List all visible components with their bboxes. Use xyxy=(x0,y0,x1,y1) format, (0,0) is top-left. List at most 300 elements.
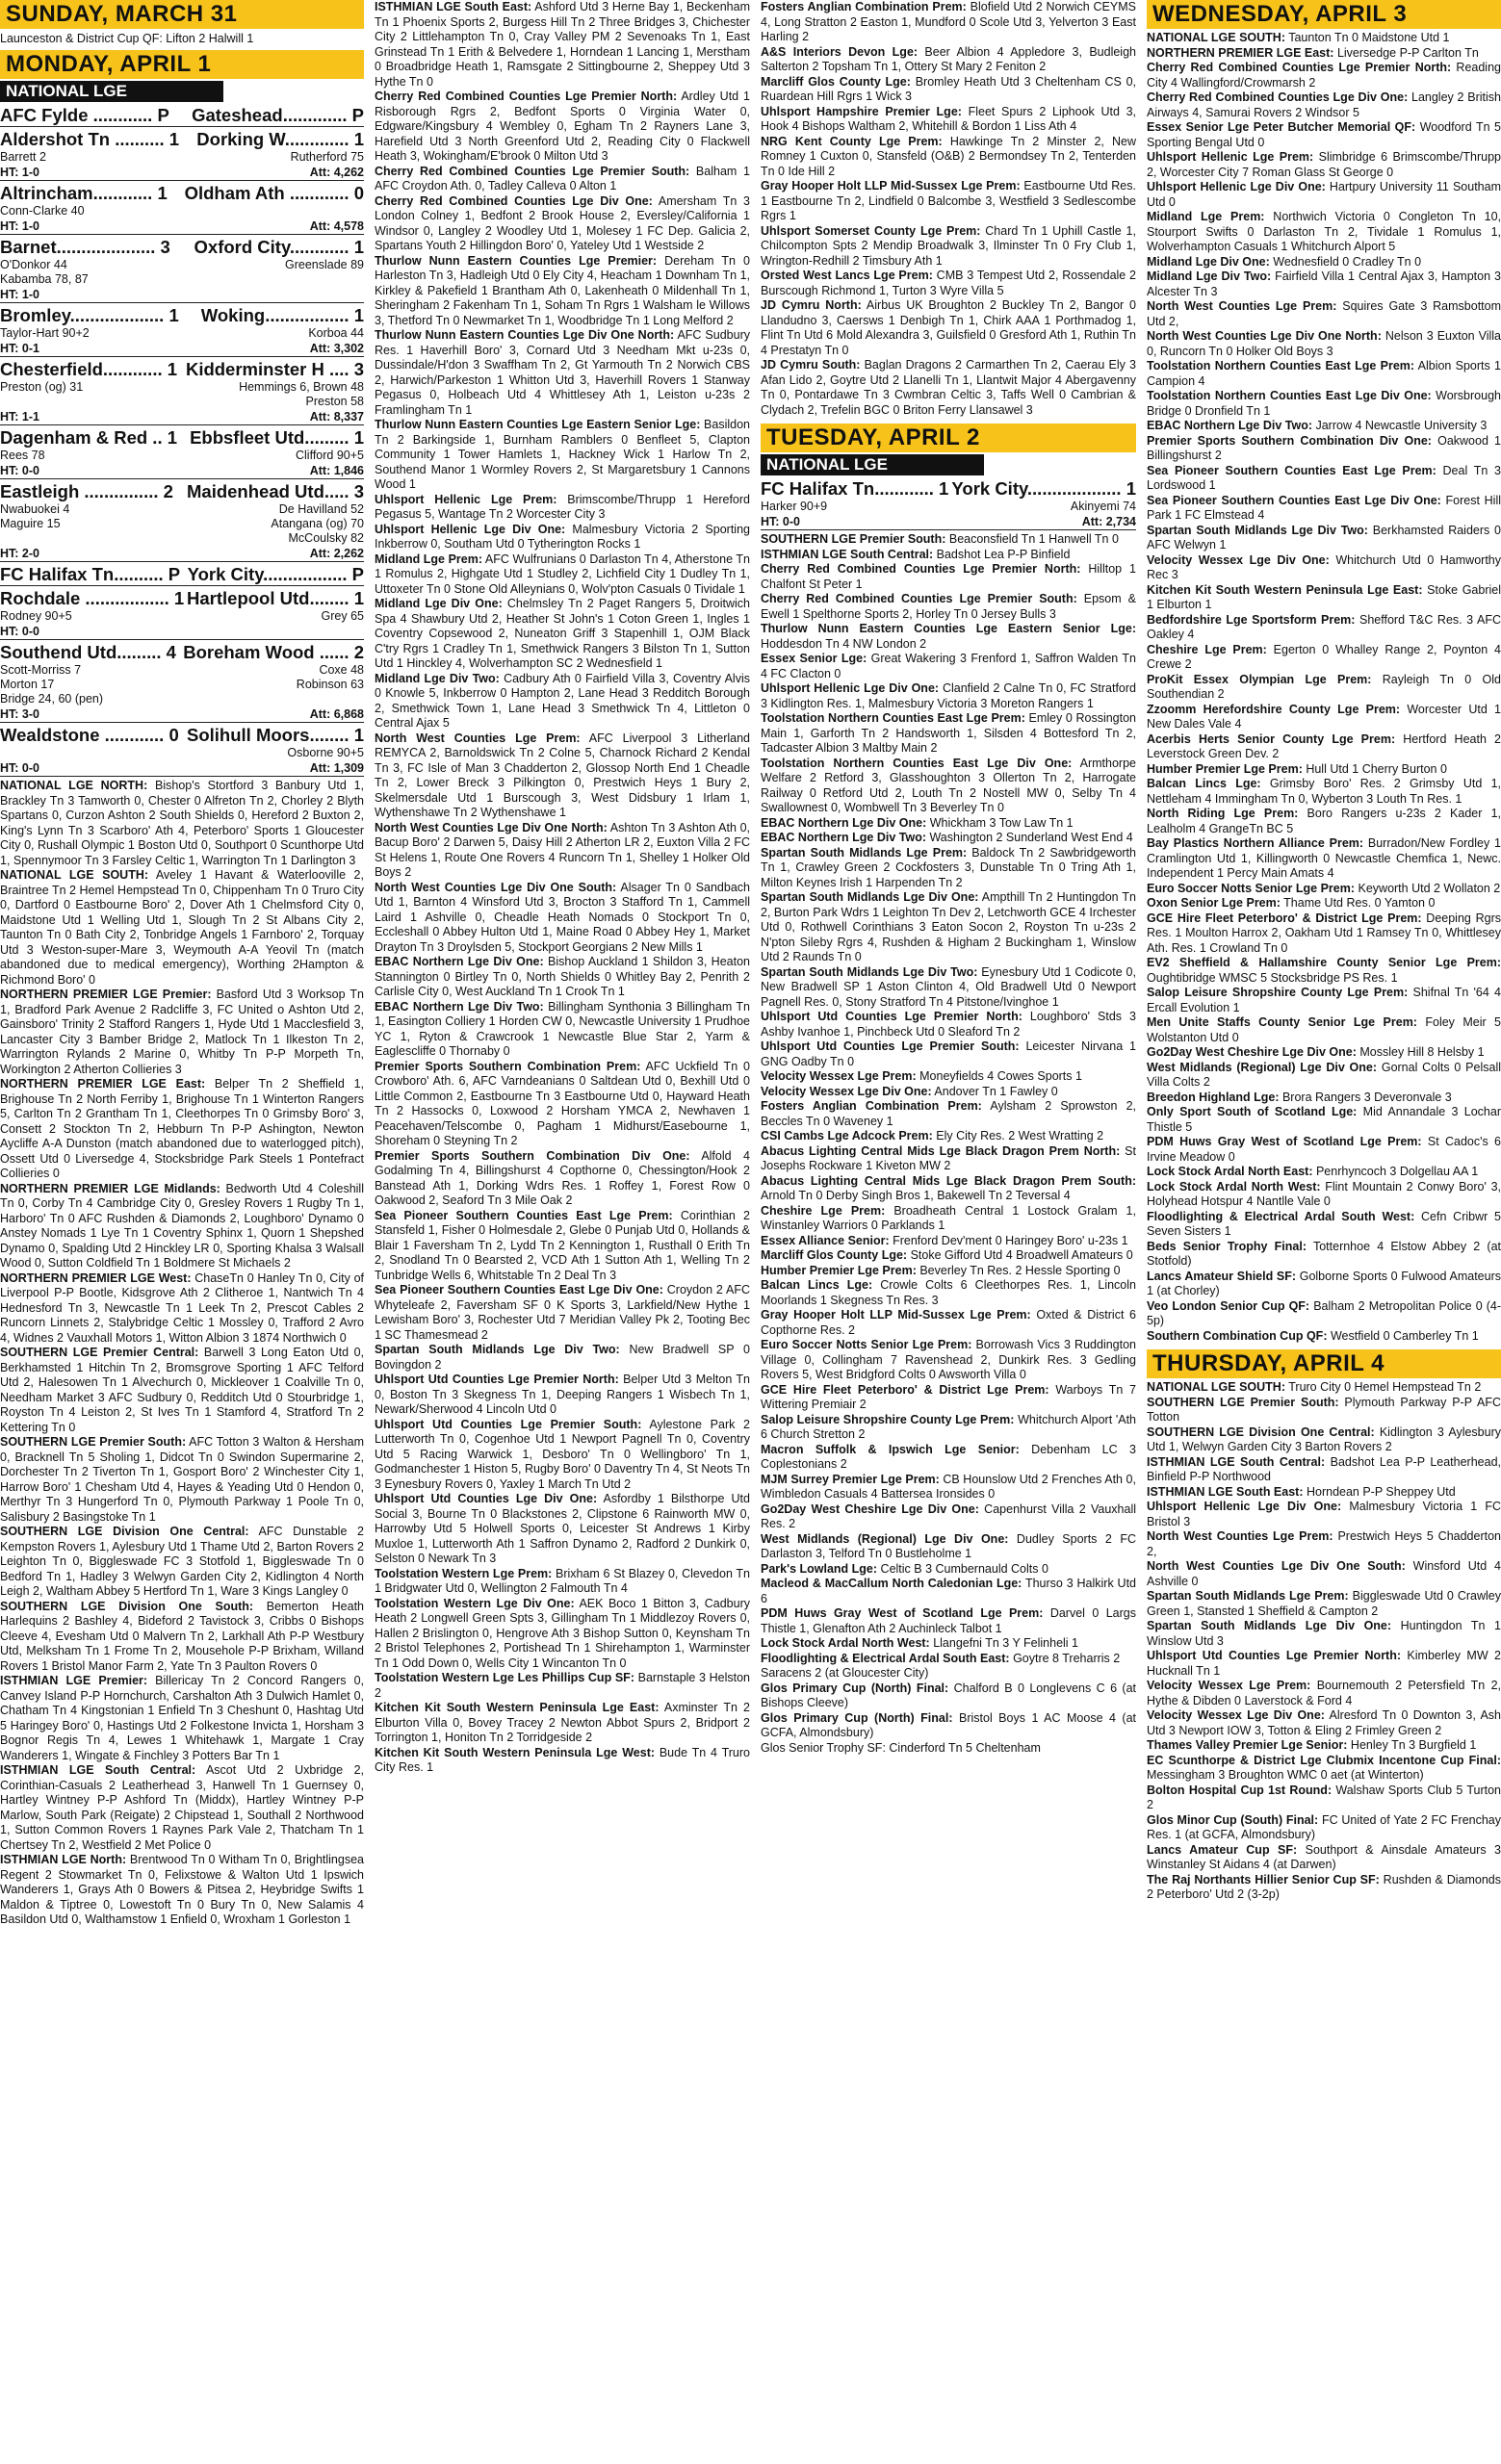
league-heading: Euro Soccer Notts Senior Lge Prem: xyxy=(761,1338,972,1351)
league-heading: Toolstation Northern Counties East Lge Div One: xyxy=(761,756,1073,770)
league-heading: NORTHERN PREMIER LGE Midlands: xyxy=(0,1181,220,1195)
league-heading: Uhlsport Utd Counties Lge Premier South: xyxy=(761,1040,1020,1053)
away-team: Boreham Wood ...... 2 xyxy=(183,642,364,662)
result-paragraph: SOUTHERN LGE Division One South: Bemerton Heath Harlequins 2 Bashley 4, Bideford 2 Tavistock 3, Cribbs 0 Bishops Cleeve 4, Evesham Utd 0 Malvern Tn 2, Larkhall Ath P-P Westbury Utd, Melksham Tn 1 Frome Tn 2, Mousehole P-P Brixham, Willand Rovers 1 Bristol Manor Farm 2, Yate Tn 3 Paulton Rovers 0 xyxy=(0,1599,364,1673)
league-heading: SOUTHERN LGE Premier South: xyxy=(0,1435,187,1449)
league-heading: SOUTHERN LGE Division One South: xyxy=(0,1599,254,1613)
league-heading: SOUTHERN LGE Division One Central: xyxy=(0,1525,249,1538)
result-paragraph: EC Scunthorpe & District Lge Clubmix Incentone Cup Final: Messingham 3 Broughton WMC 0 aet (at Winterton) xyxy=(1147,1753,1501,1782)
results-block xyxy=(0,779,364,1928)
league-heading: North Riding Lge Prem: xyxy=(1147,807,1299,820)
attendance: Att: 2,734 xyxy=(1081,515,1136,528)
result-paragraph: Cherry Red Combined Counties Lge Premier North: Ardley Utd 1 Risborough Rgrs 2, Bedfont Sports 0 Virginia Water 0, Edgware/Kingsbury 4 Wembley 0, Egham Tn 2 Rayners Lane 3, Harefield Utd 3 North Greenford Utd 2, Reading City 0 Flackwell Heath 3, Wokingham/E'brook 0 Milton Utd 3 xyxy=(375,90,750,163)
match-card xyxy=(0,427,364,479)
away-team: Oxford City............ 1 xyxy=(194,237,364,257)
result-paragraph: Orsted West Lancs Lge Prem: CMB 3 Tempest Utd 2, Rossendale 2 Burscough Richmond 1, Turton 3 Wyre Villa 5 xyxy=(761,269,1136,297)
home-team: Barnet.................... 3 xyxy=(0,237,170,257)
result-paragraph: Macleod & MacCallum North Caledonian Lge: Thurso 3 Halkirk Utd 6 xyxy=(761,1577,1136,1605)
result-paragraph: ISTHMIAN LGE South East: Ashford Utd 3 Herne Bay 1, Beckenham Tn 1 Phoenix Sports 2, Burgess Hill Tn 2 Three Bridges 3, Chichester City 2 Littlehampton Tn 0, Cray Valley PM 2 Sevenoaks Tn 1, East Grinstead Tn 1 Erith & Belvedere 1, Horndean 1 Lancing 1, Merstham 0 Broadbridge Heath 1, Ramsgate 2 Sittingbourne 2, Sheppey Utd 3 Hythe Tn 0 xyxy=(375,0,750,89)
result-paragraph: NATIONAL LGE SOUTH: Aveley 1 Havant & Waterlooville 2, Braintree Tn 2 Hemel Hempstead Tn 0, Chippenham Tn 0 Truro City 0, Dartford 0 Eastbourne Boro' 2, Dover Ath 1 Chelmsford City 0, Maidstone Utd 1 Welling Utd 1, Slough Tn 2 St Albans City 2, Taunton Tn 0 Bath City 2, Tonbridge Angels 1 Farnboro' 2, Torquay Utd 3 Weston-super-Mare 3, Weymouth A-A Yeovil Tn (match abandoned due to medical emergency), Worthing 2Hampton & Richmond Boro' 0 xyxy=(0,868,364,987)
result-paragraph: Lock Stock Ardal North West: Llangefni Tn 3 Y Felinheli 1 xyxy=(761,1636,1079,1650)
league-heading: Sea Pioneer Southern Counties East Lge Div One: xyxy=(375,1283,663,1296)
league-heading: Lock Stock Ardal North East: xyxy=(1147,1165,1313,1178)
result-paragraph: Gray Hooper Holt LLP Mid-Sussex Lge Prem: Eastbourne Utd Res. 1 Eastbourne Tn 2, Lindfield 0 Balcombe 3, Westfield 3 Sedlescombe Rgrs 1 xyxy=(761,179,1136,222)
result-paragraph: Uhlsport Hellenic Lge Div One: Malmesbury Victoria 2 Sporting Inkberrow 0, Southam Utd 0 Tytherington Rocks 1 xyxy=(375,522,750,551)
result-paragraph: Spartan South Midlands Lge Div Two: New Bradwell SP 0 Bovingdon 2 xyxy=(375,1343,750,1372)
half-time-score: HT: 0-0 xyxy=(0,625,39,638)
league-heading: Velocity Wessex Lge Div One: xyxy=(761,1084,932,1098)
result-paragraph: ISTHMIAN LGE South East: Horndean P-P Sheppey Utd xyxy=(1147,1484,1456,1499)
league-heading: Men Unite Staffs County Senior Lge Prem: xyxy=(1147,1015,1417,1029)
league-heading: North West Counties Lge Div One South: xyxy=(375,880,617,894)
result-paragraph: Cherry Red Combined Counties Lge Premier South: Balham 1 AFC Croydon Ath. 0, Tadley Calleva 0 Alton 1 xyxy=(375,164,750,192)
league-heading: ISTHMIAN LGE North: xyxy=(0,1853,127,1866)
result-paragraph: Marcliff Glos County Lge: Bromley Heath Utd 3 Cheltenham CS 0, Ruardean Hill Rgrs 1 Wick 3 xyxy=(761,74,1136,103)
league-heading: Abacus Lighting Central Mids Lge Black Dragon Prem South: xyxy=(761,1173,1136,1188)
league-heading: Thurlow Nunn Eastern Counties Lge Div One North: xyxy=(375,328,675,342)
league-heading: EBAC Northern Lge Div Two: xyxy=(761,831,926,844)
league-heading: Fosters Anglian Combination Prem: xyxy=(761,0,967,13)
result-paragraph: Lock Stock Ardal North West: Flint Mountain 2 Conwy Boro' 3, Holyhead Hotspur 4 Nantlle Vale 0 xyxy=(1147,1179,1501,1208)
result-paragraph: NATIONAL LGE SOUTH: Truro City 0 Hemel Hempstead Tn 2 xyxy=(1147,1380,1482,1394)
half-time-score: HT: 0-0 xyxy=(761,515,800,528)
result-paragraph: EBAC Northern Lge Div Two: Billingham Synthonia 3 Billingham Tn 1, Easington Colliery 1 Horden CW 0, Newcastle University 1 Prudhoe YC 1, Ryton & Crawcrook 1 Newcastle Blue Star 2, Yarm & Eaglescliffe 0 Thornaby 0 xyxy=(375,999,750,1058)
league-heading: Cherry Red Combined Counties Lge Div One: xyxy=(375,193,653,208)
league-heading: Lock Stock Ardal North West: xyxy=(1147,1179,1321,1194)
result-paragraph: Fosters Anglian Combination Prem: Aylsham 2 Sprowston 2, Beccles Tn 0 Waveney 1 xyxy=(761,1099,1136,1128)
league-heading: SOUTHERN LGE Division One Central: xyxy=(1147,1424,1375,1439)
league-heading: Uhlsport Hellenic Lge Div One: xyxy=(1147,1500,1342,1513)
league-heading: Cherry Red Combined Counties Lge Premier North: xyxy=(761,562,1081,576)
result-paragraph: NORTHERN PREMIER LGE West: ChaseTn 0 Hanley Tn 0, City of Liverpool P-P Bootle, Kidsgrove Ath 2 Clitheroe 1, Nantwich Tn 4 Hednesford Tn 3, Newcastle Tn 1 Leek Tn 2, Prescot Cables 2 Runcorn Linnets 2, Stalybridge Celtic 1 Mossley 0, Trafford 2 Avro 4, Widnes 2 Vauxhall Motors 1, Witton Albion 3 1874 Northwich 0 xyxy=(0,1270,364,1345)
result-paragraph: Bedfordshire Lge Sportsform Prem: Shefford T&C Res. 3 AFC Oakley 4 xyxy=(1147,612,1501,641)
attendance: Att: 4,578 xyxy=(309,219,364,233)
result-paragraph: SOUTHERN LGE Premier South: Plymouth Parkway P-P AFC Totton xyxy=(1147,1395,1501,1424)
league-heading: Essex Alliance Senior: xyxy=(761,1233,890,1247)
away-team: Solihull Moors........ 1 xyxy=(187,725,364,745)
result-paragraph: Toolstation Western Lge Prem: Brixham 6 St Blazey 0, Clevedon Tn 1 Bridgwater Utd 0, Wellington 2 Falmouth Tn 4 xyxy=(375,1566,750,1595)
result-paragraph: Euro Soccer Notts Senior Lge Prem: Borrowash Vics 3 Ruddington Village 0, Collingham 7 Ravenshead 2, Dunkirk Res. 3 Gedling Rovers 5, West Bridgford Colts 0 Awsworth Villa 0 xyxy=(761,1338,1136,1381)
result-paragraph: Bay Plastics Northern Alliance Prem: Burradon/New Fordley 1 Cramlington Utd 1, Killingworth 0 Newcastle Chemfica 1, Newc. Independent 1 Percy Main Amats 4 xyxy=(1147,836,1501,880)
result-paragraph: ISTHMIAN LGE North: Brentwood Tn 0 Witham Tn 0, Brightlingsea Regent 2 Stowmarket Tn 0, Felixstowe & Walton Utd 1 Ipswich Wanderers 1, Grays Ath 0 Bowers & Pitsea 2, Heybridge Swifts 1 Maldon & Tiptree 0, Lowestoft Tn 0 Bury Tn 0, New Salamis 4 Basildon Utd 0, Walthamstow 1 Enfield 0, Wroxham 1 Gorleston 1 xyxy=(0,1853,364,1926)
result-paragraph: Thames Valley Premier Lge Senior: Henley Tn 3 Burgfield 1 xyxy=(1147,1738,1477,1752)
result-paragraph: North West Counties Lge Div One North: Nelson 3 Euxton Villa 0, Runcorn Tn 0 Holker Old Boys 3 xyxy=(1147,329,1501,358)
league-heading: Toolstation Western Lge Les Phillips Cup SF: xyxy=(375,1671,634,1684)
result-paragraph: Lancs Amateur Cup SF: Southport & Ainsdale Amateurs 3 Winstanley St Aidans 4 (at Darwen) xyxy=(1147,1842,1501,1871)
league-heading: PDM Huws Gray West of Scotland Lge Prem: xyxy=(761,1606,1044,1620)
league-heading: NATIONAL LGE SOUTH: xyxy=(1147,1380,1285,1394)
league-heading: Essex Senior Lge: xyxy=(761,652,867,665)
league-heading: Cheshire Lge Prem: xyxy=(761,1203,886,1218)
league-heading: NRG Kent County Lge Prem: xyxy=(761,134,943,148)
league-heading: Sea Pioneer Southern Counties East Lge Prem: xyxy=(1147,463,1436,477)
result-paragraph: Midland Lge Div One: Wednesfield 0 Cradley Tn 0 xyxy=(1147,254,1422,269)
league-heading: EBAC Northern Lge Div One: xyxy=(375,955,544,968)
match-card xyxy=(0,237,364,303)
league-heading: Uhlsport Hellenic Lge Prem: xyxy=(375,492,557,506)
league-heading: NATIONAL LGE SOUTH: xyxy=(0,868,149,882)
result-paragraph: NORTHERN PREMIER LGE East: Belper Tn 2 Sheffield 1, Brighouse Tn 2 North Ferriby 1, Brighouse Tn 1 Winterton Rangers 5, Carlton Tn 2 Grantham Tn 1, Cleethorpes Tn 0 Grimsby Boro' 3, Consett 2 Stockton Tn 2, Hebburn Tn P-P Ashington, Newton Aycliffe A-A Dunston (match abandoned due to waterlogged pitch), Ossett Utd 0 Liversedge 4, Stocksbridge Park Steels 1 Pontefract Collieries 0 xyxy=(0,1077,364,1180)
league-heading: JD Cymru North: xyxy=(761,298,862,312)
result-paragraph: NATIONAL LGE SOUTH: Taunton Tn 0 Maidstone Utd 1 xyxy=(1147,31,1450,44)
result-paragraph: Thurlow Nunn Eastern Counties Lge Premier: Dereham Tn 0 Harleston Tn 3, Hadleigh Utd 0 Ely City 4, Heacham 1 Downham Tn 1, Kirkley & Pakefield 1 Brantham Ath 0, Lakenheath 0 Mildenhall Tn 1, Sheringham 2 Fakenham Tn 1, Soham Tn Rgrs 1 Walsham le Willows 3, Thetford Tn 0 Newmarket Tn 1, Woodbridge Tn 1 Long Melford 2 xyxy=(375,253,750,327)
attendance: Att: 2,262 xyxy=(309,547,364,560)
result-paragraph: Cherry Red Combined Counties Lge Div One: Langley 2 British Airways 4, Samurai Rovers 2 Windsor 5 xyxy=(1147,90,1501,119)
result-paragraph: PDM Huws Gray West of Scotland Lge Prem: St Cadoc's 6 Irvine Meadow 0 xyxy=(1147,1135,1501,1164)
result-paragraph: Midland Lge Div Two: Fairfield Villa 1 Central Ajax 3, Hampton 3 Alcester Tn 3 xyxy=(1147,270,1501,298)
home-scorers: Scott-Morriss 7 Morton 17 Bridge 24, 60 (pen) xyxy=(0,663,104,706)
result-paragraph: SOUTHERN LGE Premier South: Beaconsfield Tn 1 Hanwell Tn 0 xyxy=(761,532,1119,546)
league-heading: EV2 Sheffield & Hallamshire County Senior Lge Prem: xyxy=(1147,956,1501,969)
league-heading: Cheshire Lge Prem: xyxy=(1147,642,1267,656)
league-heading: Cherry Red Combined Counties Lge Premier North: xyxy=(375,90,678,103)
result-paragraph: Spartan South Midlands Lge Prem: Baldock Tn 2 Sawbridgeworth Tn 1, Crawley Green 2 Cockfosters 3, Dunstable Tn 0 Tring Ath 1, Milton Keynes Irish 1 Harpenden Tn 2 xyxy=(761,845,1136,889)
league-heading: Thames Valley Premier Lge Senior: xyxy=(1147,1738,1348,1752)
result-paragraph: Veo London Senior Cup QF: Balham 2 Metropolitan Police 0 (4-5p) xyxy=(1147,1298,1501,1327)
attendance: Att: 1,846 xyxy=(309,464,364,477)
league-heading: Zzoomm Herefordshire County Lge Prem: xyxy=(1147,702,1401,716)
league-heading: The Raj Northants Hillier Senior Cup SF: xyxy=(1147,1872,1380,1886)
league-heading: NORTHERN PREMIER LGE East: xyxy=(0,1077,206,1091)
result-paragraph: PDM Huws Gray West of Scotland Lge Prem: Darvel 0 Largs Thistle 1, Glenafton Ath 2 Auchinleck Talbot 1 xyxy=(761,1606,1136,1635)
result-paragraph: Spartan South Midlands Lge Div Two: Berkhamsted Raiders 0 AFC Welwyn 1 xyxy=(1147,523,1501,552)
day-header-monday: MONDAY, APRIL 1 xyxy=(0,50,364,79)
league-heading: Uhlsport Utd Counties Lge Premier North: xyxy=(761,1010,1022,1023)
league-heading: Balcan Lincs Lge: xyxy=(761,1278,873,1292)
away-team: York City................... 1 xyxy=(951,478,1136,499)
attendance: Att: 3,302 xyxy=(309,342,364,355)
day-header-wednesday: WEDNESDAY, APRIL 3 xyxy=(1147,0,1501,29)
away-team: Hartlepool Utd........ 1 xyxy=(187,588,364,608)
home-team: Bromley................... 1 xyxy=(0,305,179,325)
league-heading: Spartan South Midlands Lge Div One: xyxy=(1147,1619,1392,1632)
match-card xyxy=(761,478,1136,530)
league-heading: North West Counties Lge Div One South: xyxy=(1147,1559,1406,1573)
league-heading: ISTHMIAN LGE South Central: xyxy=(0,1763,196,1777)
result-paragraph: North West Counties Lge Prem: Squires Gate 3 Ramsbottom Utd 2, xyxy=(1147,299,1501,328)
result-paragraph: EBAC Northern Lge Div Two: Washington 2 Sunderland West End 4 xyxy=(761,831,1133,844)
league-heading: Thurlow Nunn Eastern Counties Lge Premier: xyxy=(375,253,658,268)
result-paragraph: Velocity Wessex Lge Div One: Andover Tn 1 Fawley 0 xyxy=(761,1084,1058,1098)
home-team: Wealdstone ............ 0 xyxy=(0,725,179,745)
result-paragraph: Cherry Red Combined Counties Lge Premier South: Epsom & Ewell 1 Spelthorne Sports 2, Horley Tn 0 Jersey Bulls 3 xyxy=(761,592,1136,621)
result-paragraph: Men Unite Staffs County Senior Lge Prem: Foley Meir 5 Wolstanton Utd 0 xyxy=(1147,1015,1501,1044)
match-card xyxy=(0,588,364,640)
league-heading: Bay Plastics Northern Alliance Prem: xyxy=(1147,836,1364,850)
home-team: Rochdale ................. 1 xyxy=(0,588,185,608)
result-paragraph: Uhlsport Utd Counties Lge Premier North: Kimberley MW 2 Hucknall Tn 1 xyxy=(1147,1649,1501,1678)
league-heading: Uhlsport Utd Counties Lge Premier North: xyxy=(1147,1649,1402,1662)
league-heading: SOUTHERN LGE Premier South: xyxy=(761,532,946,546)
half-time-score: HT: 1-0 xyxy=(0,288,39,301)
away-scorers: Coxe 48 Robinson 63 xyxy=(296,663,364,691)
attendance: Att: 1,309 xyxy=(309,761,364,775)
result-paragraph: Uhlsport Utd Counties Lge Premier South: Aylestone Park 2 Lutterworth Tn 0, Cogenhoe Utd 1 Newport Pagnell Tn 0, Coventry Utd 5 Racing Warwick 1, Desboro' Tn 0 Wellingboro' Tn 1, Godmanchester 1 Histon 5, Rugby Boro' 0 Daventry Tn 4, St Neots Tn 3 Eynesbury Rovers 0, Yaxley 1 March Tn Utd 2 xyxy=(375,1417,750,1491)
league-heading: Kitchen Kit South Western Peninsula Lge East: xyxy=(375,1701,660,1714)
attendance: Att: 8,337 xyxy=(309,410,364,424)
league-heading: Uhlsport Utd Counties Lge Div One: xyxy=(375,1492,598,1505)
result-paragraph: SOUTHERN LGE Premier Central: Barwell 3 Long Eaton Utd 0, Berkhamsted 1 Hitchin Tn 2, Bromsgrove Sporting 1 AFC Telford Utd 2, Halesowen Tn 1 Alvechurch 0, Mickleover 1 Coalville Tn 0, Needham Market 3 AFC Sudbury 0, Redditch Utd 0 Stourbridge 1, Royston Tn 4 Leiston 2, St Ives Tn 1 Stamford 4, Stratford Tn 2 Kettering Tn 0 xyxy=(0,1346,364,1434)
league-heading: ISTHMIAN LGE South Central: xyxy=(1147,1454,1326,1469)
match-card xyxy=(0,305,364,357)
home-team: FC Halifax Tn............ 1 xyxy=(761,478,949,499)
result-paragraph: Beds Senior Trophy Final: Totternhoe 4 Elstow Abbey 2 (at Stotfold) xyxy=(1147,1239,1501,1268)
league-heading: Humber Premier Lge Prem: xyxy=(1147,761,1303,776)
day-header-sunday: SUNDAY, MARCH 31 xyxy=(0,0,364,29)
away-team: Ebbsfleet Utd......... 1 xyxy=(190,427,364,448)
league-heading: Midland Lge Prem: xyxy=(375,552,483,566)
half-time-score: HT: 1-0 xyxy=(0,219,39,233)
match-card xyxy=(0,129,364,181)
match-list xyxy=(0,105,364,777)
league-heading: Velocity Wessex Lge Div One: xyxy=(1147,1708,1325,1722)
result-paragraph: Midland Lge Div Two: Cadbury Ath 0 Fairfield Villa 3, Coventry Alvis 0 Knowle 5, Inkberrow 0 Hampton 2, Lane Head 3 Redditch Borough 2, Smethwick Town 1, Lane Head 3 Smethwick Tn 4, Littleton 0 Central Ajax 5 xyxy=(375,671,750,730)
league-heading: Spartan South Midlands Lge Prem: xyxy=(1147,1589,1349,1603)
home-team: FC Halifax Tn.......... P xyxy=(0,564,181,584)
match-card xyxy=(0,359,364,425)
results-block xyxy=(1147,1380,1501,1903)
league-heading: Bedfordshire Lge Sportsform Prem: xyxy=(1147,612,1356,627)
result-paragraph: Sea Pioneer Southern Counties East Lge Prem: Deal Tn 3 Lordswood 1 xyxy=(1147,463,1501,492)
league-heading: Lancs Amateur Shield SF: xyxy=(1147,1269,1297,1283)
league-heading: Salop Leisure Shropshire County Lge Prem: xyxy=(761,1412,1015,1426)
result-paragraph: Uhlsport Hellenic Lge Div One: Clanfield 2 Calne Tn 0, FC Stratford 3 Kidlington Res. 1, Malmesbury Victoria 3 Moreton Rangers 1 xyxy=(761,681,1136,710)
league-heading: North West Counties Lge Prem: xyxy=(1147,1529,1333,1543)
home-scorers: Barrett 2 xyxy=(0,150,46,164)
result-paragraph: EBAC Northern Lge Div Two: Jarrow 4 Newcastle University 3 xyxy=(1147,419,1488,432)
match-card xyxy=(0,183,364,235)
league-heading: Cherry Red Combined Counties Lge Div One: xyxy=(1147,90,1409,104)
result-paragraph: GCE Hire Fleet Peterboro' & District Lge Prem: Deeping Rgrs Res. 1 Moulton Harrox 2, Oakham Utd 1 Ramsey Tn 0, Whittlesey Ath. Res. 1 Crowland Tn 0 xyxy=(1147,911,1501,955)
league-heading: Kitchen Kit South Western Peninsula Lge West: xyxy=(375,1745,656,1759)
league-heading: Midland Lge Div Two: xyxy=(375,671,500,685)
away-scorers: Korboa 44 xyxy=(308,326,364,340)
away-team: Maidenhead Utd..... 3 xyxy=(187,481,364,501)
league-heading: Orsted West Lancs Lge Prem: xyxy=(761,269,933,282)
away-team: Kidderminster H .... 3 xyxy=(185,359,364,379)
day-header-thursday: THURSDAY, APRIL 4 xyxy=(1147,1349,1501,1378)
result-paragraph: Cherry Red Combined Counties Lge Div One: Amersham Tn 3 London Colney 1, Bedfont 2 Brook House 2, Eversley/California 1 Windsor 0, Langley 2 Woodley Utd 1, Molesey 1 FC Dep. Galicia 2, Spartans Youth 2 Hillingdon Boro' 0, Yateley Utd 1 Westside 2 xyxy=(375,193,750,252)
league-heading: Spartan South Midlands Lge Div Two: xyxy=(761,964,978,979)
result-paragraph: Velocity Wessex Lge Div One: Whitchurch Utd 0 Hamworthy Rec 3 xyxy=(1147,552,1501,581)
league-heading: Glos Minor Cup (South) Final: xyxy=(1147,1812,1319,1827)
result-paragraph: Balcan Lincs Lge: Grimsby Boro' Res. 2 Grimsby Utd 1, Nettleham 4 Immingham Tn 0, Wyberton 3 Louth Tn Res. 1 xyxy=(1147,777,1501,806)
league-heading: Uhlsport Somerset County Lge Prem: xyxy=(761,223,981,238)
league-heading: A&S Interiors Devon Lge: xyxy=(761,44,919,59)
result-paragraph: JD Cymru North: Airbus UK Broughton 2 Buckley Tn 2, Bangor 0 Llandudno 3, Caersws 1 Denbigh Tn 1, Chirk AAA 1 Porthmadog 1, Flint Tn Utd 6 Mold Alexandra 3, Guilsfield 0 Gresford Ath 1, Ruthin Tn 4 Prestatyn Tn 0 xyxy=(761,298,1136,357)
league-heading: West Midlands (Regional) Lge Div One: xyxy=(1147,1060,1378,1074)
league-heading: Beds Senior Trophy Final: xyxy=(1147,1239,1307,1253)
away-scorers: De Havilland 52 Atangana (og) 70 McCoulsky 82 xyxy=(271,502,364,545)
league-heading: Fosters Anglian Combination Prem: xyxy=(761,1099,982,1113)
result-paragraph: Park's Lowland Lge: Celtic B 3 Cumbernauld Colts 0 xyxy=(761,1561,1048,1576)
half-time-score: HT: 2-0 xyxy=(0,547,39,560)
league-heading: GCE Hire Fleet Peterboro' & District Lge Prem: xyxy=(1147,911,1422,925)
league-heading: NATIONAL LGE NORTH: xyxy=(0,779,148,792)
result-paragraph: Abacus Lighting Central Mids Lge Black Dragon Prem North: St Josephs Rockware 1 Kiveton MW 2 xyxy=(761,1143,1136,1172)
away-team: Gateshead............. P xyxy=(192,105,364,125)
league-heading: Spartan South Midlands Lge Div Two: xyxy=(1147,523,1368,537)
result-paragraph: Glos Minor Cup (South) Final: FC United of Yate 2 FC Frenchay Res. 1 (at GCFA, Almondsbury) xyxy=(1147,1812,1501,1841)
result-paragraph: ISTHMIAN LGE Premier: Billericay Tn 2 Concord Rangers 0, Canvey Island P-P Hornchurch, Carshalton Ath 3 Dulwich Hamlet 0, Chatham Tn 4 Kingstonian 1 Enfield Tn 3 Cheshunt 0, Hashtag Utd 5 Haringey Boro' 0, Hastings Utd 2 Folkestone Invicta 1, Horsham 3 Bognor Regis Tn 4, Lewes 1 Whitehawk 1, Margate 1 Cray Wanderers 1, Wingate & Finchley 3 Potters Bar Tn 1 xyxy=(0,1674,364,1762)
league-heading: NORTHERN PREMIER LGE Premier: xyxy=(0,988,212,1001)
result-paragraph: Essex Senior Lge Peter Butcher Memorial QF: Woodford Tn 5 Sporting Bengal Utd 0 xyxy=(1147,120,1501,149)
result-paragraph: MJM Surrey Premier Lge Prem: CB Hounslow Utd 2 Frenches Ath 0, Wimbledon Casuals 4 Battersea Ironsides 0 xyxy=(761,1472,1136,1501)
league-heading: Gray Hooper Holt LLP Mid-Sussex Lge Prem: xyxy=(761,1308,1031,1322)
league-heading: NATIONAL LGE SOUTH: xyxy=(1147,31,1285,44)
result-paragraph: Euro Soccer Notts Senior Lge Prem: Keyworth Utd 2 Wollaton 2 xyxy=(1147,881,1501,895)
result-paragraph: Midland Lge Prem: AFC Wulfrunians 0 Darlaston Tn 4, Atherstone Tn 1 Romulus 2, Highgate Utd 1 Studley 2, Lichfield City 1 Dudley Tn 1, Uttoxeter Tn 0 Stone Old Alleynians 0, Wolv'pton Casuals 0 Tividale 1 xyxy=(375,552,750,596)
result-paragraph: Gray Hooper Holt LLP Mid-Sussex Lge Prem: Oxted & District 6 Copthorne Res. 2 xyxy=(761,1308,1136,1337)
league-heading: PDM Huws Gray West of Scotland Lge Prem: xyxy=(1147,1135,1422,1148)
league-heading: North West Counties Lge Div One North: xyxy=(375,820,608,834)
league-heading: CSI Cambs Lge Adcock Prem: xyxy=(761,1129,933,1142)
result-paragraph: Spartan South Midlands Lge Div One: Ampthill Tn 2 Huntingdon Tn 2, Burton Park Wdrs 1 Leighton Tn Dev 2, Letchworth GCE 4 Irchester Utd 0, Rothwell Corinthians 3 Eaton Socon 2, Royston Tn u-23s 2 N'pton Sileby Rgrs 4, Rushden & Higham 2 Buckingham 1, Winslow Utd 2 Raunds Tn 0 xyxy=(761,890,1136,963)
half-time-score: HT: 0-1 xyxy=(0,342,39,355)
result-paragraph: Kitchen Kit South Western Peninsula Lge West: Bude Tn 4 Truro City Res. 1 xyxy=(375,1745,750,1774)
league-heading: ISTHMIAN LGE South East: xyxy=(375,0,532,13)
result-paragraph: The Raj Northants Hillier Senior Cup SF: Rushden & Diamonds 2 Peterboro' Utd 2 (3-2p) xyxy=(1147,1872,1501,1901)
result-paragraph: EBAC Northern Lge Div One: Bishop Auckland 1 Shildon 3, Heaton Stannington 0 Birtley Tn 0, North Shields 0 Whitley Bay 2, Penrith 2 Carlisle City 0, West Auckland Tn 1 Crook Tn 1 xyxy=(375,955,750,998)
result-paragraph: Cherry Red Combined Counties Lge Premier North: Hilltop 1 Chalfont St Peter 1 xyxy=(761,562,1136,591)
away-team: York City................. P xyxy=(187,564,364,584)
league-heading: Cherry Red Combined Counties Lge Premier South: xyxy=(375,164,690,178)
result-paragraph: ISTHMIAN LGE South Central: Ascot Utd 2 Uxbridge 2, Corinthian-Casuals 2 Leatherhead 3, Hanwell Tn 1 Guernsey 0, Hartley Wintney P-P Ashford Tn (Middx), Hartley Wintney P-P Marlow, South Park (Reigate) 2 Chipstead 1, Southall 2 Northwood 1, Sutton Common Rovers 1 Raynes Park Vale 2, Thatcham Tn 1 Chertsey Tn 2, Westfield 2 Met Police 0 xyxy=(0,1763,364,1852)
result-paragraph: Lancs Amateur Shield SF: Golborne Sports 0 Fulwood Amateurs 1 (at Chorley) xyxy=(1147,1269,1501,1297)
result-paragraph: ISTHMIAN LGE South Central: Badshot Lea P-P Binfield xyxy=(761,547,1071,561)
home-scorers: Rees 78 xyxy=(0,449,45,462)
league-heading: Midland Lge Div One: xyxy=(1147,254,1270,269)
league-heading: Oxon Senior Lge Prem: xyxy=(1147,896,1281,910)
result-paragraph: Southern Combination Cup QF: Westfield 0 Camberley Tn 1 xyxy=(1147,1328,1479,1343)
result-paragraph: EBAC Northern Lge Div One: Whickham 3 Tow Law Tn 1 xyxy=(761,815,1074,830)
league-heading: EBAC Northern Lge Div Two: xyxy=(1147,419,1312,432)
away-scorers: Grey 65 xyxy=(321,609,364,623)
result-paragraph: North Riding Lge Prem: Boro Rangers u-23s 2 Kader 1, Lealholm 4 GrangeTn BC 5 xyxy=(1147,807,1501,835)
league-heading: Euro Soccer Notts Senior Lge Prem: xyxy=(1147,881,1356,895)
match-card xyxy=(0,642,364,723)
league-heading: Macleod & MacCallum North Caledonian Lge: xyxy=(761,1577,1022,1590)
result-paragraph: Thurlow Nunn Eastern Counties Lge Eastern Senior Lge: Basildon Tn 2 Barkingside 1, Burnham Ramblers 0 Benfleet 5, Clapton Community 1 Tower Hamlets 1, Hackney Wick 1 Harlow Tn 2, Southend Manor 1 Wormley Rovers 2, St Margaretsbury 1 Cannons Wood 1 xyxy=(375,418,750,491)
home-team: Chesterfield............ 1 xyxy=(0,359,178,379)
result-paragraph: Oxon Senior Lge Prem: Thame Utd Res. 0 Yamton 0 xyxy=(1147,896,1436,910)
away-team: Woking................. 1 xyxy=(200,305,364,325)
league-heading: Midland Lge Div Two: xyxy=(1147,270,1272,283)
league-heading: Marcliff Glos County Lge: xyxy=(761,1248,908,1262)
result-paragraph: North West Counties Lge Prem: AFC Liverpool 3 Litherland REMYCA 2, Barnoldswick Tn 2 Colne 5, Charnock Richard 2 Kendal Tn 3, FC Isle of Man 3 Chadderton 2, Glossop North End 1 Cheadle Tn 2, Lower Breck 3 Pilkington 0, Prestwich Heys 1 Bury 2, Skelmersdale Utd 1 Burscough 3, West Didsbury 1 Irlam 1, Wythenshawe Tn 2 Wythenshawe 1 xyxy=(375,731,750,819)
league-heading: Uhlsport Hellenic Lge Div One: xyxy=(375,522,566,536)
result-paragraph: Thurlow Nunn Eastern Counties Lge Eastern Senior Lge: Hoddesdon Tn 4 NW London 2 xyxy=(761,622,1136,651)
result-paragraph: Abacus Lighting Central Mids Lge Black Dragon Prem South: Arnold Tn 0 Derby Singh Bros 1, Bakewell Tn 2 Teversal 4 xyxy=(761,1173,1136,1202)
result-paragraph: Uhlsport Utd Counties Lge Div One: Asfordby 1 Bilsthorpe Utd Social 3, Bourne Tn 0 Blackstones 2, Clipstone 6 Rainworth MW 0, Harrowby Utd 5 Holwell Sports 0, Leicester St Andrews 1 Kirby Muxloe 1, Lutterworth Ath 1 Saffron Dynamo 2, Radford 2 Dunkirk 0, Selston 0 Newark Tn 3 xyxy=(375,1492,750,1565)
home-scorers: O'Donkor 44 Kabamba 78, 87 xyxy=(0,258,89,286)
result-paragraph: Essex Senior Lge: Great Wakering 3 Frenford 1, Saffron Walden Tn 4 FC Clacton 0 xyxy=(761,652,1136,680)
away-team: Dorking W............. 1 xyxy=(196,129,364,149)
league-heading: Sea Pioneer Southern Counties East Lge Prem: xyxy=(375,1208,673,1222)
result-paragraph: Toolstation Northern Counties East Lge Prem: Albion Sports 1 Campion 4 xyxy=(1147,359,1501,388)
result-paragraph: Macron Suffolk & Ipswich Lge Senior: Debenham LC 3 Coplestonians 2 xyxy=(761,1442,1136,1471)
result-paragraph: Velocity Wessex Lge Prem: Bournemouth 2 Petersfield Tn 2, Hythe & Dibden 0 Laverstock & Ford 4 xyxy=(1147,1679,1501,1707)
result-paragraph: Only Sport South of Scotland Lge: Mid Annandale 3 Lochar Thistle 5 xyxy=(1147,1105,1501,1134)
home-team: Dagenham & Red .. 1 xyxy=(0,427,178,448)
result-paragraph: Midland Lge Prem: Northwich Victoria 0 Congleton Tn 10, Stourport Swifts 0 Darlaston Tn 2, Tividale 1 Romulus 1, Wolverhampton Casuals 1 Whitchurch Alport 5 xyxy=(1147,210,1501,253)
result-paragraph: JD Cymru South: Baglan Dragons 2 Carmarthen Tn 2, Caerau Ely 3 Afan Lido 2, Goytre Utd 2 Llanelli Tn 1, Llantwit Major 4 Abergavenny Tn 0, Pontardawe Tn 3 Cwmbran Celtic 3, Taffs Well 0 Cambrian & Clydach 2, Trefelin BGC 0 Briton Ferry Llansawel 3 xyxy=(761,358,1136,417)
league-heading: Uhlsport Hellenic Lge Div One: xyxy=(761,681,940,695)
home-team: Altrincham............ 1 xyxy=(0,183,168,203)
league-heading: Toolstation Western Lge Div One: xyxy=(375,1596,575,1610)
match-card xyxy=(0,105,364,127)
result-paragraph: Uhlsport Hellenic Lge Prem: Brimscombe/Thrupp 1 Hereford Pegasus 5, Wantage Tn 2 Worcester City 3 xyxy=(375,492,750,521)
result-paragraph: Uhlsport Somerset County Lge Prem: Chard Tn 1 Uphill Castle 1, Chilcompton Spts 2 Mendip Broadwalk 3, Ilminster Tn 0 Fry Club 1, Wrington-Redhill 2 Timsbury Ath 1 xyxy=(761,223,1136,268)
result-paragraph: Bolton Hospital Cup 1st Round: Walshaw Sports Club 5 Turton 2 xyxy=(1147,1783,1501,1811)
result-paragraph: Toolstation Northern Counties East Lge Div One: Worsbrough Bridge 0 Dronfield Tn 1 xyxy=(1147,389,1501,418)
results-block xyxy=(761,532,1136,1741)
result-paragraph: Kitchen Kit South Western Peninsula Lge East: Stoke Gabriel 1 Elburton 1 xyxy=(1147,582,1501,611)
result-paragraph: Floodlighting & Electrical Ardal South West: Cefn Cribwr 5 Seven Sisters 1 xyxy=(1147,1209,1501,1238)
league-heading: Balcan Lincs Lge: xyxy=(1147,777,1261,790)
league-heading: Humber Premier Lge Prem: xyxy=(761,1263,917,1277)
column-4 xyxy=(1147,0,1501,2464)
result-paragraph: Spartan South Midlands Lge Prem: Biggleswade Utd 0 Crawley Green 1, Stansted 1 Sheffield & Campton 2 xyxy=(1147,1589,1501,1618)
league-heading: Salop Leisure Shropshire County Lge Prem: xyxy=(1147,986,1409,999)
result-paragraph: Go2Day West Cheshire Lge Div One: Mossley Hill 8 Helsby 1 xyxy=(1147,1045,1485,1059)
result-paragraph: GCE Hire Fleet Peterboro' & District Lge Prem: Warboys Tn 7 Wittering Premiair 2 xyxy=(761,1382,1136,1411)
away-scorers: Rutherford 75 xyxy=(290,150,364,164)
league-heading: EBAC Northern Lge Div One: xyxy=(761,815,927,830)
league-heading: Kitchen Kit South Western Peninsula Lge East: xyxy=(1147,582,1423,597)
attendance: Att: 6,868 xyxy=(309,707,364,721)
result-paragraph: SOUTHERN LGE Division One Central: AFC Dunstable 2 Kempston Rovers 1, Aylesbury Utd 1 Thame Utd 2, Barton Rovers 2 Leighton Tn 0, Biggleswade FC 3 Stotfold 1, Biggleswade Tn 0 Bedford Tn 1, Hadley 3 Welwyn Garden City 2, Kidlington 4 North Leigh 2, Waltham Abbey 5 Hertford Tn 1, Ware 3 Kings Langley 0 xyxy=(0,1525,364,1598)
result-paragraph: Saracens 2 (at Gloucester City) xyxy=(761,1666,929,1680)
result-paragraph: Salop Leisure Shropshire County Lge Prem: Whitchurch Alport 'Ath 6 Church Stretton 2 xyxy=(761,1412,1136,1441)
league-heading: Only Sport South of Scotland Lge: xyxy=(1147,1105,1358,1118)
home-team: AFC Fylde ............ P xyxy=(0,105,169,125)
league-heading: Spartan South Midlands Lge Div One: xyxy=(761,890,979,904)
league-heading: NORTHERN PREMIER LGE West: xyxy=(0,1270,192,1285)
day-header-tuesday: TUESDAY, APRIL 2 xyxy=(761,424,1136,452)
league-heading: Toolstation Northern Counties East Lge Prem: xyxy=(761,711,1025,725)
result-paragraph: Essex Alliance Senior: Frenford Dev'ment 0 Haringey Boro' u-23s 1 xyxy=(761,1233,1128,1247)
league-heading: EBAC Northern Lge Div Two: xyxy=(375,999,544,1014)
league-heading: Essex Senior Lge Peter Butcher Memorial QF: xyxy=(1147,120,1416,134)
result-paragraph: Uhlsport Utd Counties Lge Premier North: Loughboro' Stds 3 Ashby Ivanhoe 1, Pinchbeck Utd 0 Sleaford Tn 2 xyxy=(761,1010,1136,1039)
league-heading: Toolstation Northern Counties East Lge Prem: xyxy=(1147,359,1415,372)
league-heading: Uhlsport Hellenic Lge Div One: xyxy=(1147,180,1326,193)
results-block xyxy=(761,0,1136,418)
league-heading: Breedon Highland Lge: xyxy=(1147,1090,1280,1104)
league-heading: North West Counties Lge Prem: xyxy=(1147,299,1337,313)
away-scorers: Greenslade 89 xyxy=(284,258,364,271)
result-paragraph: Spartan South Midlands Lge Div Two: Eynesbury Utd 1 Codicote 0, New Bradwell SP 1 Aston Clinton 4, Old Bradwell Utd 0 Newport Pagnell Res. 0, Stony Stratford Tn 4 Pitstone/Ivinghoe 1 xyxy=(761,964,1136,1009)
result-paragraph: ProKit Essex Olympian Lge Prem: Rayleigh Tn 0 Old Southendian 2 xyxy=(1147,672,1501,701)
away-scorers: Hemmings 6, Brown 48 Preston 58 xyxy=(239,380,364,408)
result-paragraph: Cherry Red Combined Counties Lge Premier North: Reading City 4 Wallingford/Crowmarsh 2 xyxy=(1147,61,1501,90)
league-heading: MJM Surrey Premier Lge Prem: xyxy=(761,1472,940,1486)
league-banner: NATIONAL LGE xyxy=(761,454,984,475)
league-heading: Lock Stock Ardal North West: xyxy=(761,1636,930,1650)
league-heading: ProKit Essex Olympian Lge Prem: xyxy=(1147,672,1372,686)
result-paragraph: Midland Lge Div One: Chelmsley Tn 2 Paget Rangers 5, Droitwich Spa 4 Shawbury Utd 2, Heather St John's 1 Coton Green 1, Ingles 1 Coventry Copsewood 2, Nuneaton Griff 3 Stapenhill 1, OJM Black C'try Rgrs 1 Cradley Tn 1, Smethwick Rangers 3 Bilston Tn 1, Sutton Utd 1 Hinckley 4, Wolverhampton SC 2 Wednesfield 1 xyxy=(375,597,750,670)
league-heading: Gray Hooper Holt LLP Mid-Sussex Lge Prem: xyxy=(761,179,1021,192)
result-paragraph: Sea Pioneer Southern Counties East Lge Prem: Corinthian 2 Stansfeld 1, Fisher 0 Holmesdale 2, Glebe 0 Punjab Utd 0, Hollands & Blair 1 Faversham Tn 2, Lydd Tn 2 Kennington 1, Rusthall 0 Erith Tn 2, Snodland Tn 0 Bearsted 2, VCD Ath 1 Sutton Ath 1, Welling Tn 2 Tunbridge Wells 6, Whitstable Tn 2 Deal Tn 3 xyxy=(375,1208,750,1282)
league-heading: SOUTHERN LGE Premier South: xyxy=(1147,1395,1339,1409)
result-paragraph: Cheshire Lge Prem: Broadheath Central 1 Lostock Gralam 1, Winstanley Warriors 0 Parklands 1 xyxy=(761,1203,1136,1232)
result-paragraph: Salop Leisure Shropshire County Lge Prem: Shifnal Tn '64 4 Ercall Evolution 1 xyxy=(1147,986,1501,1014)
league-heading: Veo London Senior Cup QF: xyxy=(1147,1298,1310,1313)
result-paragraph: Lock Stock Ardal North East: Penrhyncoch 3 Dolgellau AA 1 xyxy=(1147,1165,1479,1178)
result-paragraph: A&S Interiors Devon Lge: Beer Albion 4 Appledore 3, Budleigh Salterton 2 Topsham Tn 1, Ottery St Mary 2 Feniton 2 xyxy=(761,44,1136,73)
home-team: Eastleigh ............... 2 xyxy=(0,481,173,501)
